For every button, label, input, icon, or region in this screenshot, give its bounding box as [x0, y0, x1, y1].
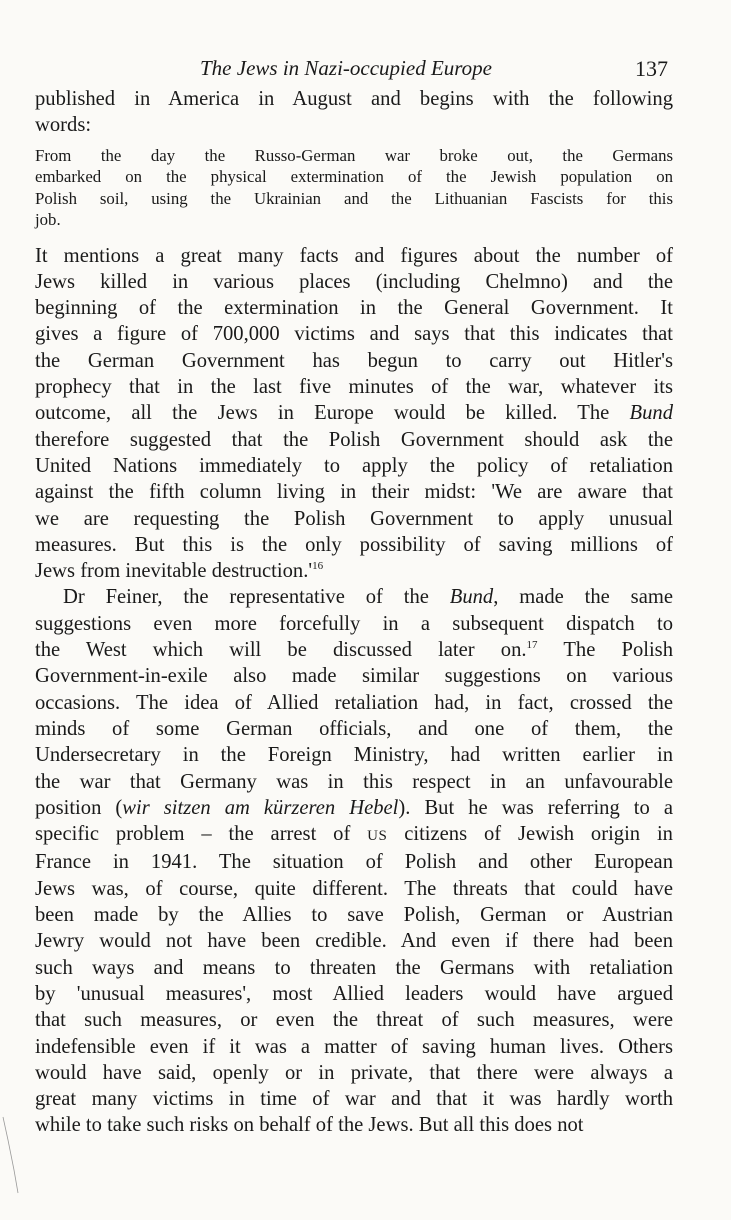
text-line: gives a figure of 700,000 victims and says that this indicates that [35, 323, 673, 346]
margin-pencil-mark [0, 1115, 20, 1195]
text-line: the war that Germany was in this respect in an unfavourable [35, 770, 673, 793]
running-head [35, 56, 673, 86]
text-line: against the fifth column living in their midst: 'We are aware that [35, 481, 673, 504]
text-body [35, 86, 673, 1139]
text-line: From the day the Russo-German war broke out, the Germans [35, 145, 673, 165]
text-line: suggestions even more forcefully in a subsequent dispatch to [35, 612, 673, 635]
text-line: therefore suggested that the Polish Government should ask the [35, 428, 673, 451]
text-line: would have said, openly or in private, that there were always a [35, 1061, 673, 1084]
text-line: specific problem – the arrest of US citizens of Jewish origin in [35, 823, 673, 846]
block-quote [35, 145, 673, 231]
text-line: outcome, all the Jews in Europe would be killed. The Bund [35, 402, 673, 425]
paragraph [35, 584, 673, 1138]
text-line: great many victims in time of war and that it was hardly worth [35, 1088, 673, 1111]
text-line: indefensible even if it was a matter of saving human lives. Others [35, 1035, 673, 1058]
text-line: we are requesting the Polish Government to apply unusual [35, 507, 673, 530]
text-line: such ways and means to threaten the Germans with retaliation [35, 956, 673, 979]
text-line: France in 1941. The situation of Polish and other European [35, 851, 673, 874]
text-line: embarked on the physical extermination of the Jewish population on [35, 167, 673, 187]
text-line: been made by the Allies to save Polish, German or Austrian [35, 904, 673, 927]
text-line: occasions. The idea of Allied retaliation had, in fact, crossed the [35, 691, 673, 714]
text-line: published in America in August and begins with the following [35, 88, 673, 110]
text-line: words: [35, 114, 92, 137]
text-line: position (wir sitzen am kürzeren Hebel). But he was referring to a [35, 796, 674, 819]
text-line: Government-in-exile also made similar suggestions on various [35, 665, 673, 688]
text-line: prophecy that in the last five minutes of the war, whatever its [35, 376, 673, 399]
text-line: beginning of the extermination in the General Government. It [35, 297, 673, 320]
text-line: measures. But this is the only possibility of saving millions of [35, 533, 673, 556]
text-line: minds of some German officials, and one of them, the [35, 717, 673, 740]
text-line: Jews killed in various places (including Chelmno) and the [35, 270, 673, 293]
text-line: the German Government has begun to carry out Hitler's [35, 349, 673, 372]
text-line: It mentions a great many facts and figures about the number of [35, 244, 673, 267]
running-head-title: The Jews in Nazi-occupied Europe [200, 56, 493, 80]
paragraph [35, 243, 673, 585]
text-line: Dr Feiner, the representative of the Bund, made the same [63, 586, 673, 609]
text-line: Jews was, of course, quite different. The threats that could have [35, 877, 673, 900]
text-line: Jews from inevitable $destruction.'^{16}$ [35, 560, 324, 583]
text-line: United Nations immediately to apply the policy of retaliation [35, 454, 673, 477]
text-line: the West which will be discussed later on.$^{17}$ The Polish [35, 639, 673, 662]
text-line: Jewry would not have been credible. And even if there had been [35, 930, 673, 953]
text-line: Undersecretary in the Foreign Ministry, had written earlier in [35, 744, 673, 767]
page-number: 137 [635, 56, 668, 81]
text-line: job. [35, 210, 61, 230]
text-line: by 'unusual measures', most Allied leaders would have argued [35, 982, 673, 1005]
paragraph [35, 86, 673, 139]
text-line: Polish soil, using the Ukrainian and the Lithuanian Fascists for this [35, 188, 673, 208]
book-page [35, 56, 673, 1139]
text-line: while to take such risks on behalf of the Jews. But all this does not [35, 1114, 584, 1137]
text-line: that such measures, or even the threat of such measures, were [35, 1009, 673, 1032]
